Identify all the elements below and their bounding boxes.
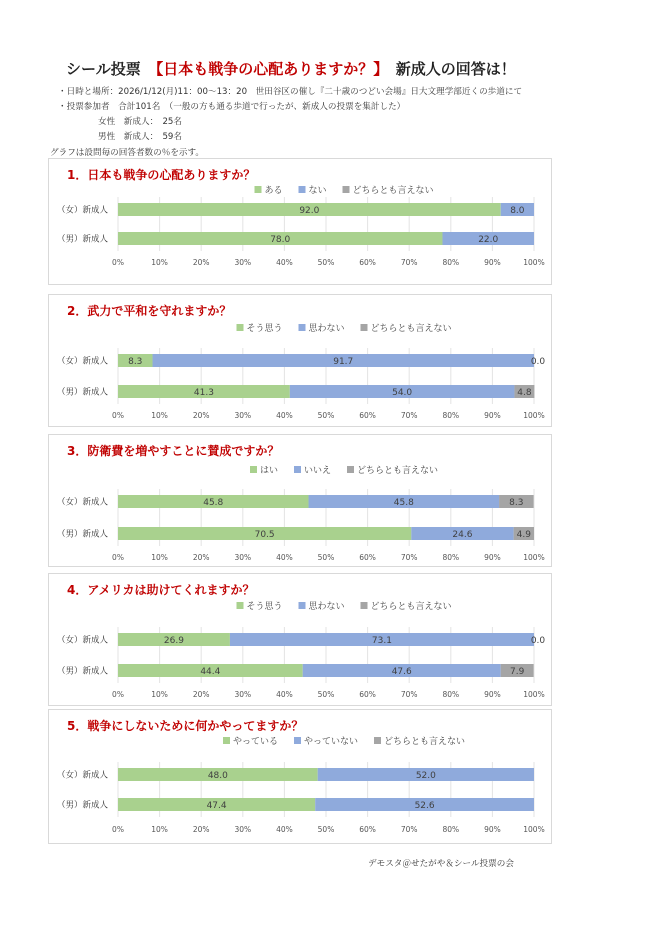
x-tick-label: 80% [442,825,460,834]
x-tick-label: 50% [317,690,335,699]
legend-label: そう思う [246,602,283,612]
legend-swatch [294,466,301,473]
x-tick-label: 70% [400,553,418,562]
x-tick-label: 30% [234,258,252,267]
legend-label: どちらとも言えない [357,466,439,476]
chart-title: 3．防衛費を増やすことに賛成ですか？ [67,444,280,458]
x-tick-label: 90% [484,690,501,699]
x-tick-label: 50% [317,553,335,562]
x-tick-label: 70% [400,690,418,699]
x-tick-label: 80% [442,411,460,420]
x-tick-label: 20% [192,258,210,267]
data-label: 8.3 [128,357,143,367]
category-label: （男）新成人 [57,529,109,540]
x-tick-label: 10% [151,690,168,699]
x-tick-label: 0% [112,690,124,699]
category-label: （女）新成人 [57,770,109,781]
x-tick-label: 0% [112,258,124,267]
data-label: 91.7 [333,357,354,367]
legend-swatch [347,466,354,473]
chart-3-svg [49,435,551,566]
x-tick-label: 70% [400,258,418,267]
data-label: 47.4 [206,801,227,811]
x-tick-label: 80% [442,690,460,699]
category-label: （女）新成人 [57,205,109,216]
legend-swatch [299,324,306,331]
x-tick-label: 70% [400,411,418,420]
x-tick-label: 100% [523,553,545,562]
chart-panel-1 [48,158,552,285]
x-tick-label: 0% [112,553,124,562]
category-label: （女）新成人 [57,635,109,646]
x-tick-label: 10% [151,553,168,562]
legend-label: やっている [233,737,279,747]
chart-title: 4．アメリカは助けてくれますか？ [67,583,255,597]
x-tick-label: 60% [359,553,376,562]
legend-swatch [237,602,244,609]
x-tick-label: 20% [192,411,210,420]
chart-panel-3 [48,434,552,567]
category-label: （男）新成人 [57,387,109,398]
chart-panel-2 [48,294,552,427]
graph-note: グラフは設問毎の回答者数の％を示す。 [50,148,205,158]
male-count: 男性 新成人： 59名 [98,132,182,142]
legend-swatch [343,186,350,193]
data-label: 44.4 [200,667,221,677]
x-tick-label: 40% [276,825,293,834]
x-tick-label: 100% [523,690,545,699]
x-tick-label: 20% [192,690,210,699]
legend-label: どちらとも言えない [370,324,452,334]
legend-label: いいえ [304,466,332,476]
legend-swatch [299,602,306,609]
x-tick-label: 100% [523,825,545,834]
legend-swatch [250,466,257,473]
data-label: 4.8 [517,388,532,398]
data-label: 8.0 [510,206,525,216]
legend-swatch [223,737,230,744]
legend-swatch [361,602,368,609]
x-tick-label: 10% [151,825,168,834]
x-tick-label: 50% [317,825,335,834]
data-label: 92.0 [299,206,320,216]
legend-label: どちらとも言えない [370,602,452,612]
x-tick-label: 90% [484,825,501,834]
legend-label: そう思う [246,324,283,334]
category-label: （女）新成人 [57,497,109,508]
data-label: 73.1 [371,636,392,646]
legend-label: どちらとも言えない [384,737,466,747]
chart-2-svg [49,295,551,426]
chart-4-svg [49,574,551,705]
x-tick-label: 20% [192,825,210,834]
data-label: 8.3 [509,498,524,508]
x-tick-label: 20% [192,553,210,562]
x-tick-label: 50% [317,411,335,420]
legend-label: やっていない [304,737,359,747]
data-label: 78.0 [270,235,291,245]
data-label: 22.0 [478,235,499,245]
data-label: 70.5 [254,530,275,540]
title-question: 【日本も戦争の心配ありますか？】 [155,60,381,78]
x-tick-label: 70% [400,825,418,834]
chart-panel-5 [48,709,552,844]
chart-panel-4 [48,573,552,706]
x-tick-label: 60% [359,825,376,834]
x-tick-label: 90% [484,553,501,562]
chart-title: 2．武力で平和を守れますか？ [67,304,232,318]
data-label: 48.0 [207,771,228,781]
x-tick-label: 40% [276,411,293,420]
data-label: 52.6 [414,801,435,811]
data-label: 54.0 [392,388,413,398]
legend-swatch [361,324,368,331]
x-tick-label: 30% [234,553,252,562]
x-tick-label: 0% [112,411,124,420]
x-tick-label: 60% [359,690,376,699]
chart-title: 5．戦争にしないために何かやってますか？ [67,719,304,733]
footer-credit: デモスタ＠せたがや＆シール投票の会 [368,859,514,869]
legend-swatch [294,737,301,744]
category-label: （男）新成人 [57,666,109,677]
page-title [66,58,516,79]
legend-swatch [374,737,381,744]
x-tick-label: 10% [151,258,168,267]
x-tick-label: 90% [484,411,501,420]
data-label: 45.8 [393,498,414,508]
data-label: 7.9 [509,667,525,677]
legend-label: 思わない [308,602,345,612]
category-label: （女）新成人 [57,356,109,367]
legend-swatch [255,186,262,193]
data-label: 47.6 [391,667,412,677]
x-tick-label: 60% [359,411,376,420]
data-label: 41.3 [193,388,214,398]
chart-title: 1．日本も戦争の心配ありますか？ [67,168,256,182]
legend-label: ある [264,186,283,196]
x-tick-label: 40% [276,553,293,562]
x-tick-label: 30% [234,825,252,834]
x-tick-label: 0% [112,825,124,834]
participant-info: ・投票参加者 合計101名 （一般の方も通る歩道で行ったが、新成人の投票を集計した） [58,102,406,112]
x-tick-label: 100% [523,411,545,420]
x-tick-label: 80% [442,553,460,562]
x-tick-label: 90% [484,258,501,267]
chart-1-svg [49,159,551,284]
legend-swatch [299,186,306,193]
chart-5-svg [49,710,551,843]
data-label: 0.0 [530,636,546,646]
data-label: 45.8 [203,498,224,508]
data-label: 4.9 [516,530,531,540]
category-label: （男）新成人 [57,234,109,245]
legend-label: どちらとも言えない [352,186,434,196]
x-tick-label: 10% [151,411,168,420]
legend-label: ない [308,186,327,196]
title-suffix: 新成人の回答は！ [395,60,516,78]
title-prefix: シール投票 [66,60,141,78]
data-label: 0.0 [530,357,546,367]
x-tick-label: 30% [234,411,252,420]
event-info: ・日時と場所：2026/1/12(月)11：00〜13：20 世田谷区の催し『二十歳のつどい会場』日大文理学部近くの歩道にて [58,87,523,97]
data-label: 26.9 [163,636,184,646]
x-tick-label: 60% [359,258,376,267]
x-tick-label: 100% [523,258,545,267]
x-tick-label: 40% [276,690,293,699]
legend-label: はい [260,466,279,476]
legend-label: 思わない [308,324,345,334]
x-tick-label: 50% [317,258,335,267]
x-tick-label: 40% [276,258,293,267]
x-tick-label: 80% [442,258,460,267]
data-label: 24.6 [452,530,473,540]
female-count: 女性 新成人： 25名 [98,117,182,127]
category-label: （男）新成人 [57,800,109,811]
x-tick-label: 30% [234,690,252,699]
data-label: 52.0 [415,771,436,781]
legend-swatch [237,324,244,331]
